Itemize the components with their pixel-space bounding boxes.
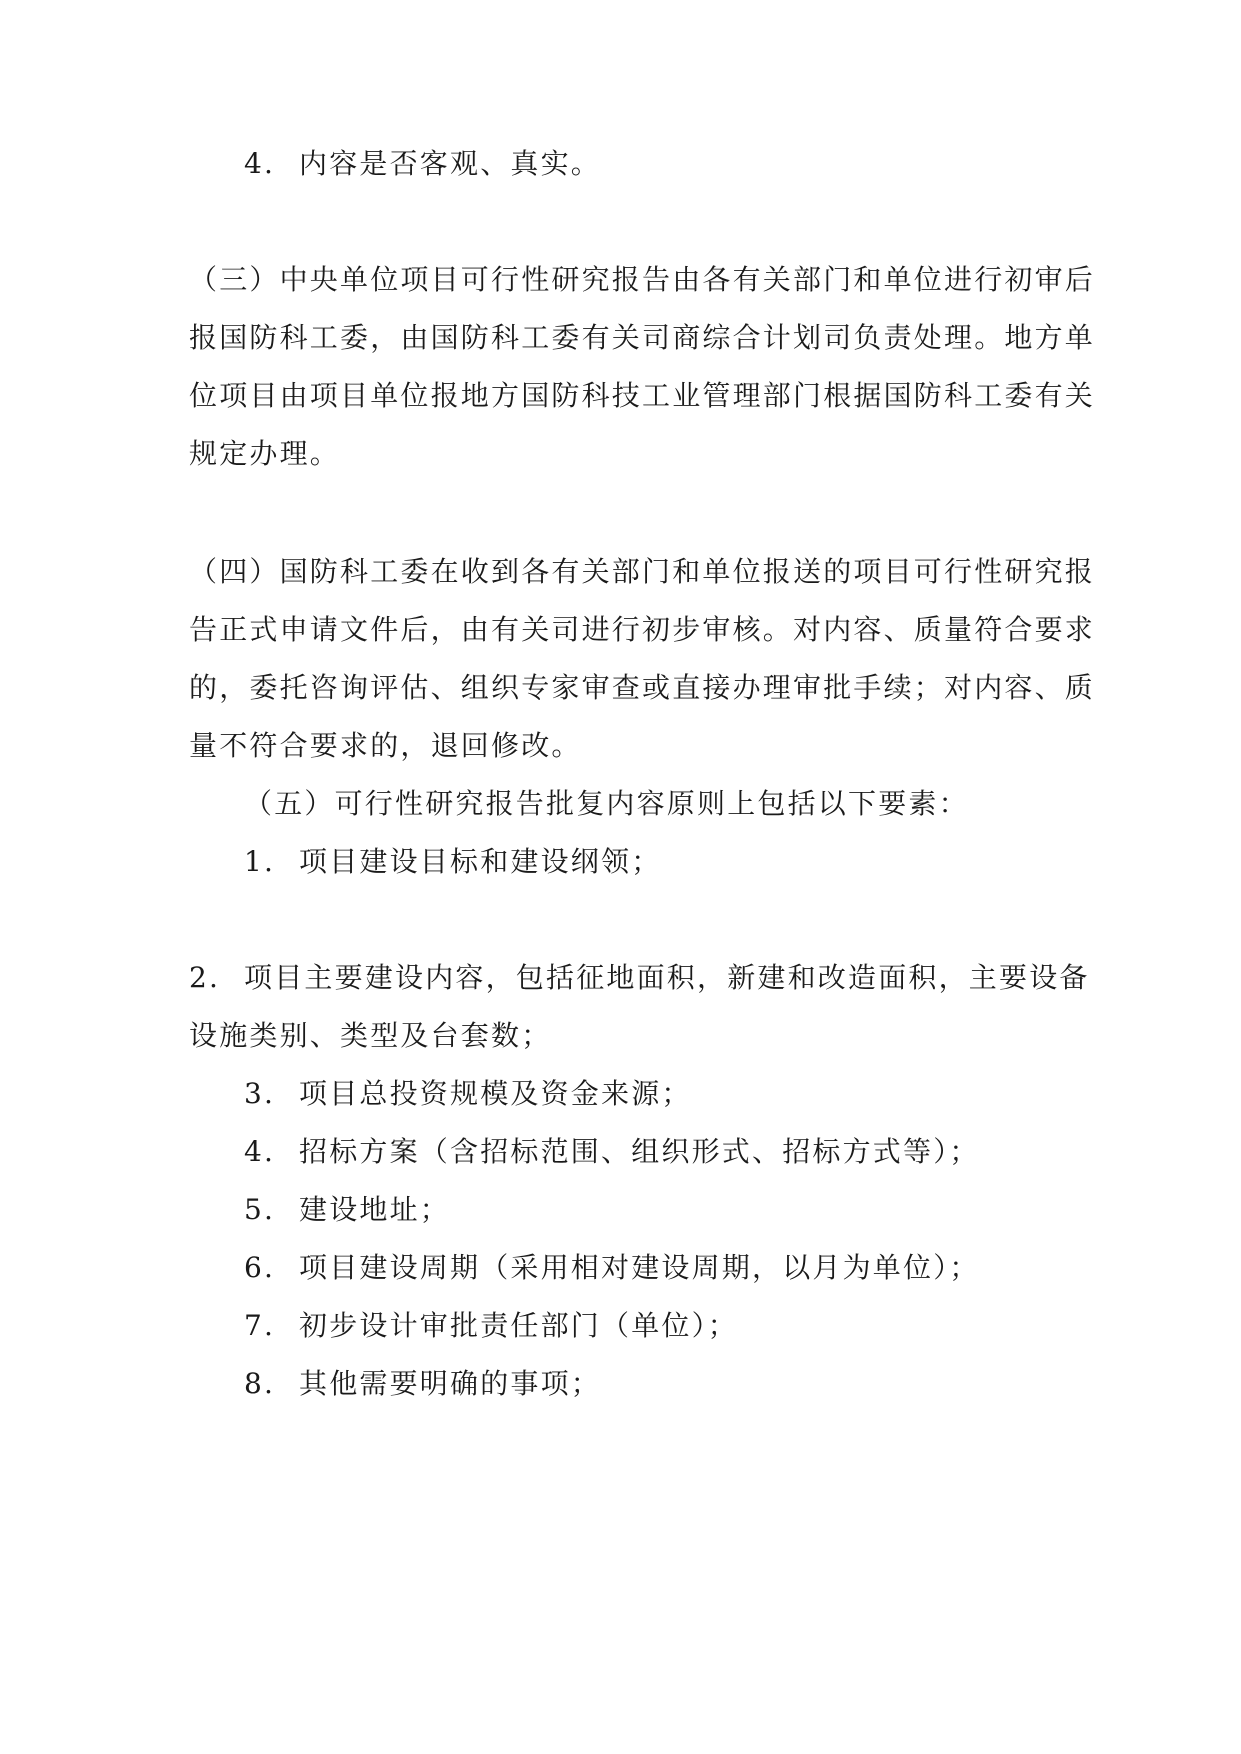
list-text: 初步设计审批责任部门（单位）；: [299, 1309, 739, 1342]
list-item: [189, 958, 1090, 998]
paragraph-4-line: 的，委托咨询评估、组织专家审查或直接办理审批手续；对内容、质: [189, 671, 1096, 704]
list-text: 项目建设目标和建设纲领；: [299, 845, 662, 878]
list-text: 建设地址；: [299, 1193, 451, 1226]
list-number: 6.: [244, 1251, 276, 1284]
list-item: [244, 144, 1114, 184]
list-item: [244, 1306, 1114, 1346]
list-item-continuation: 设施类别、类型及台套数；: [189, 1019, 552, 1052]
list-text: 项目主要建设内容，包括征地面积，新建和改造面积，主要设备: [244, 961, 1090, 994]
list-number: 8.: [244, 1367, 276, 1400]
list-text: 项目总投资规模及资金来源；: [299, 1077, 692, 1110]
list-text: 项目建设周期（采用相对建设周期，以月为单位）；: [299, 1251, 980, 1284]
paragraph-4-line: 告正式申请文件后，由有关司进行初步审核。对内容、质量符合要求: [189, 613, 1096, 646]
list-item: [244, 1190, 1114, 1230]
paragraph-4-line: （四）国防科工委在收到各有关部门和单位报送的项目可行性研究报: [189, 555, 1096, 588]
paragraph-3-line: 位项目由项目单位报地方国防科技工业管理部门根据国防科工委有关: [189, 379, 1096, 412]
list-number: 4.: [244, 1135, 276, 1168]
paragraph-3-line: 报国防科工委，由国防科工委有关司商综合计划司负责处理。地方单: [189, 321, 1096, 354]
list-number: 5.: [244, 1193, 276, 1226]
paragraph-3-line: （三）中央单位项目可行性研究报告由各有关部门和单位进行初审后: [189, 263, 1096, 296]
list-number: 3.: [244, 1077, 276, 1110]
list-item: [244, 1364, 1114, 1404]
list-text: 内容是否客观、真实。: [299, 147, 602, 180]
list-number: 4.: [244, 147, 276, 180]
list-item: [244, 1074, 1114, 1114]
list-item: [244, 842, 1114, 882]
list-number: 2.: [189, 961, 221, 994]
paragraph-3-line: 规定办理。: [189, 437, 341, 470]
paragraph-5-heading: （五）可行性研究报告批复内容原则上包括以下要素：: [244, 787, 969, 820]
list-number: 7.: [244, 1309, 276, 1342]
list-number: 1.: [244, 845, 276, 878]
list-item: [244, 1248, 1114, 1288]
list-text: 其他需要明确的事项；: [299, 1367, 602, 1400]
list-item: [244, 1132, 1114, 1172]
list-text: 招标方案（含招标范围、组织形式、招标方式等）；: [299, 1135, 980, 1168]
paragraph-4-line: 量不符合要求的，退回修改。: [189, 729, 582, 762]
